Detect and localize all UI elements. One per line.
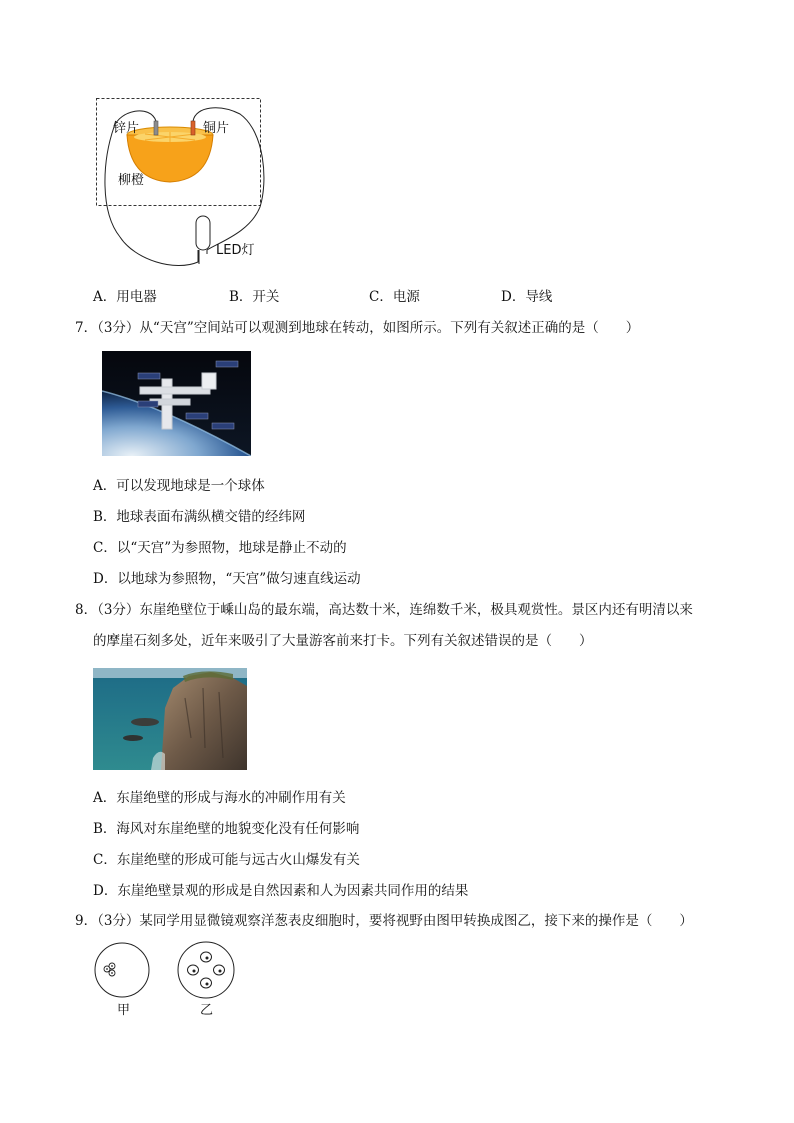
label-jia: 甲 — [117, 1003, 131, 1018]
copper-electrode — [191, 121, 195, 135]
orange-label: 柳橙 — [118, 173, 145, 188]
q7-option-b: B．地球表面布满纵横交错的经纬网 — [93, 509, 306, 525]
q6-option-d: D．导线 — [501, 289, 553, 305]
q8-stem-line2: 的摩崖石刻多处，近年来吸引了大量游客前来打卡。下列有关叙述错误的是（ ） — [93, 633, 593, 649]
q7-option-a: A．可以发现地球是一个球体 — [93, 478, 265, 494]
zinc-label: 锌片 — [113, 121, 140, 136]
q6-option-a: A．用电器 — [93, 289, 157, 305]
microscope-fields-figure — [93, 940, 243, 1020]
q7-option-c: C．以“天宫”为参照物，地球是静止不动的 — [93, 540, 347, 556]
q8-option-a: A．东崖绝壁的形成与海水的冲刷作用有关 — [93, 790, 346, 806]
led-label: LED灯 — [216, 243, 255, 258]
q8-option-c: C．东崖绝壁的形成可能与远古火山爆发有关 — [93, 852, 360, 868]
q6-option-b: B．开关 — [229, 289, 280, 305]
led-bulb — [196, 216, 210, 250]
cliff-photo — [93, 668, 247, 770]
space-station-photo — [102, 351, 251, 456]
q7-option-d: D．以地球为参照物，“天宫”做匀速直线运动 — [93, 571, 361, 587]
label-yi: 乙 — [200, 1003, 214, 1018]
field-jia — [95, 943, 149, 997]
q6-option-c: C．电源 — [369, 289, 420, 305]
fruit-battery-figure — [90, 92, 270, 277]
q9-stem: 9．（3分）某同学用显微镜观察洋葱表皮细胞时，要将视野由图甲转换成图乙，接下来的操作是（ ） — [75, 913, 693, 929]
copper-label: 铜片 — [203, 121, 230, 136]
q8-option-b: B．海风对东崖绝壁的地貌变化没有任何影响 — [93, 821, 360, 837]
field-yi — [178, 942, 234, 998]
zinc-electrode — [154, 121, 158, 135]
q8-stem-line1: 8．（3分）东崖绝壁位于嵊山岛的最东端，高达数十米，连绵数千米，极具观赏性。景区内还有明清以来 — [75, 602, 693, 618]
q8-option-d: D．东崖绝壁景观的形成是自然因素和人为因素共同作用的结果 — [93, 883, 469, 899]
q7-stem: 7．（3分）从“天宫”空间站可以观测到地球在转动，如图所示。下列有关叙述正确的是（ ） — [75, 320, 640, 336]
